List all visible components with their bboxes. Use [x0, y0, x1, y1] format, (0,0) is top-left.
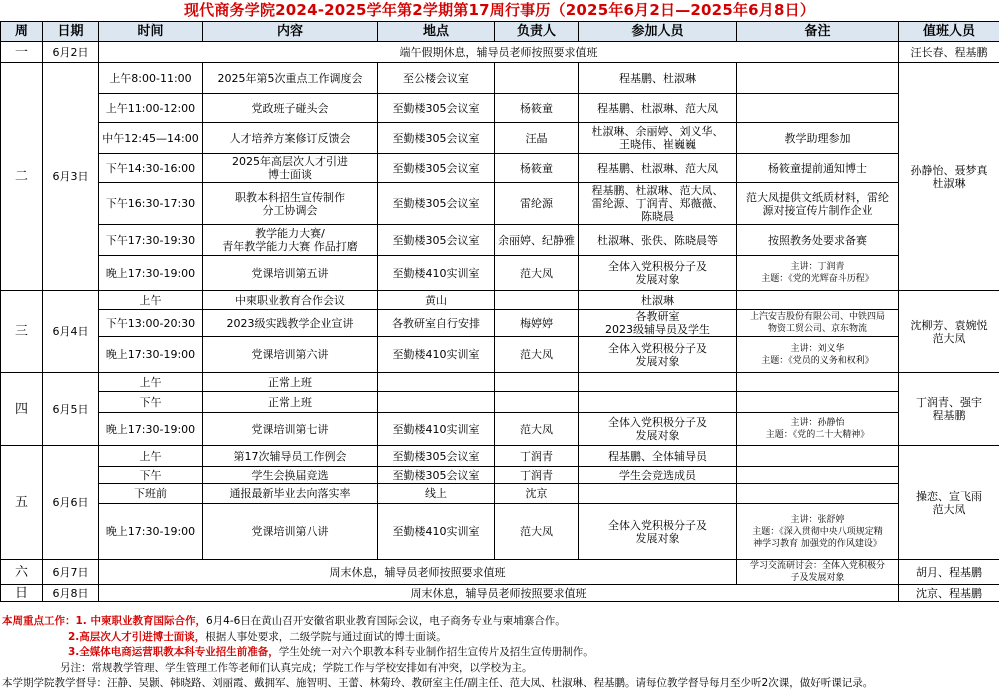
attendees-cell: 程基鹏、杜淑琳、范大凤 — [579, 94, 737, 123]
table-row — [1, 446, 999, 467]
note-cell — [737, 467, 899, 484]
attendees-cell: 程基鹏、杜淑琳、范大凤、 雷纶源、丁润青、郑薇薇、 陈晓晨 — [579, 183, 737, 225]
attendees-cell — [579, 373, 737, 392]
place-cell: 各教研室自行安排 — [378, 310, 495, 337]
note-cell: 范大凤提供文纸质材料，雷纶 源对接宣传片制作企业 — [737, 183, 899, 225]
note-cell: 教学助理参加 — [737, 123, 899, 154]
time-cell: 晚上17:30-19:00 — [99, 504, 203, 560]
table-row — [1, 42, 999, 63]
date-cell: 6月4日 — [43, 291, 99, 373]
owner-cell: 范大凤 — [495, 337, 579, 373]
time-cell: 上午8:00-11:00 — [99, 63, 203, 94]
key-work-line-3 — [2, 645, 997, 661]
key-work-lead-1: 1. 中柬职业教育国际合作， — [76, 615, 206, 627]
note-cell — [737, 63, 899, 94]
note-cell — [737, 291, 899, 310]
merged-note-cell: 周末休息，辅导员老师按照要求值班 — [99, 560, 737, 585]
owner-cell: 范大凤 — [495, 256, 579, 291]
header-time: 时间 — [99, 22, 203, 42]
table-row — [1, 94, 999, 123]
attendees-cell: 全体入党积极分子及 发展对象 — [579, 337, 737, 373]
note-cell: 按照教务处要求备赛 — [737, 225, 899, 256]
key-work-text-3: 学生处统一对六个职教本科专业制作招生宣传片及招生宣传册制作。 — [279, 646, 594, 658]
note-cell: 学习交流研讨会：全体入党积极分 子及发展对象 — [737, 560, 899, 585]
place-cell: 至勤楼305会议室 — [378, 94, 495, 123]
weekday-cell: 六 — [1, 560, 43, 585]
duty-cell: 汪长春、程基鹏 — [899, 42, 999, 63]
place-cell: 黄山 — [378, 291, 495, 310]
note-cell — [737, 373, 899, 392]
content-cell: 党课培训第六讲 — [203, 337, 378, 373]
content-cell: 2025年高层次人才引进 博士面谈 — [203, 154, 378, 183]
attendees-cell — [579, 484, 737, 504]
note-cell — [737, 446, 899, 467]
merged-note-cell: 端午假期休息，辅导员老师按照要求值班 — [99, 42, 899, 63]
owner-cell — [495, 392, 579, 413]
schedule-body — [1, 42, 999, 602]
owner-cell: 梅婷婷 — [495, 310, 579, 337]
time-cell: 上午 — [99, 446, 203, 467]
time-cell: 晚上17:30-19:00 — [99, 413, 203, 446]
place-cell: 至勤楼410实训室 — [378, 337, 495, 373]
header-duty: 值班人员 — [899, 22, 999, 42]
content-cell: 党课培训第八讲 — [203, 504, 378, 560]
note-cell: 主讲：孙静怡 主题：《党的二十大精神》 — [737, 413, 899, 446]
table-row — [1, 183, 999, 225]
page-title: 现代商务学院2024-2025学年第2学期第17周行事历（2025年6月2日—2025年6月8日） — [0, 0, 999, 20]
other-note: 另注：常规教学管理、学生管理工作等老师们认真完成；学院工作与学校安排如有冲突，以学校为主。 — [2, 661, 997, 677]
note-cell: 上汽安吉股份有限公司、中铁四局 物资工贸公司、京东物流 — [737, 310, 899, 337]
content-cell: 学生会换届竞选 — [203, 467, 378, 484]
owner-cell: 汪晶 — [495, 123, 579, 154]
notes-section — [2, 614, 997, 692]
time-cell: 下午 — [99, 392, 203, 413]
duty-cell: 胡月、程基鹏 — [899, 560, 999, 585]
date-cell: 6月7日 — [43, 560, 99, 585]
header-week: 周 — [1, 22, 43, 42]
header-attendees: 参加人员 — [579, 22, 737, 42]
supervisors-note: 本学期学院教学督导：汪静、吴颢、韩晓路、刘丽霞、戴拥军、施智明、王蕾、林菊玲、教研室主任/副主任、范大凤、杜淑琳、程基鹏。请每位教学督导每月至少听2次课，做好听课记录。 — [2, 676, 997, 692]
place-cell: 至勤楼305会议室 — [378, 183, 495, 225]
note-cell: 主讲：张舒婷 主题：《深入贯彻中央八项规定精 神学习教育 加强党的作风建设》 — [737, 504, 899, 560]
header-note: 备注 — [737, 22, 899, 42]
header-place: 地点 — [378, 22, 495, 42]
header-owner: 负责人 — [495, 22, 579, 42]
table-row — [1, 467, 999, 484]
attendees-cell: 程基鹏、杜淑琳、范大凤 — [579, 154, 737, 183]
header-content: 内容 — [203, 22, 378, 42]
duty-cell: 沈柳芳、袁婉悦 范大凤 — [899, 291, 999, 373]
key-work-text-1: 6月4-6日在黄山召开安徽省职业教育国际会议，电子商务专业与柬埔寨合作。 — [206, 615, 566, 627]
note-cell: 主讲：刘义华 主题：《党员的义务和权利》 — [737, 337, 899, 373]
duty-cell: 操恋、宣飞雨 范大凤 — [899, 446, 999, 560]
key-work-lead-3: 3.全媒体电商运营职教本科专业招生前准备， — [68, 646, 279, 658]
duty-cell: 沈京、程基鹏 — [899, 585, 999, 602]
owner-cell: 沈京 — [495, 484, 579, 504]
place-cell: 至勤楼305会议室 — [378, 446, 495, 467]
owner-cell: 杨筱童 — [495, 154, 579, 183]
place-cell: 至勤楼410实训室 — [378, 504, 495, 560]
weekday-cell: 五 — [1, 446, 43, 560]
table-row — [1, 560, 999, 585]
content-cell: 通报最新毕业去向落实率 — [203, 484, 378, 504]
attendees-cell — [579, 392, 737, 413]
content-cell: 党政班子碰头会 — [203, 94, 378, 123]
place-cell: 至勤楼305会议室 — [378, 467, 495, 484]
place-cell: 至勤楼305会议室 — [378, 225, 495, 256]
note-cell — [737, 94, 899, 123]
table-row — [1, 225, 999, 256]
attendees-cell: 全体入党积极分子及 发展对象 — [579, 256, 737, 291]
table-row — [1, 310, 999, 337]
date-cell: 6月8日 — [43, 585, 99, 602]
time-cell: 中午12:45—14:00 — [99, 123, 203, 154]
duty-cell: 丁润青、强宇 程基鹏 — [899, 373, 999, 446]
note-cell — [737, 392, 899, 413]
time-cell: 上午 — [99, 291, 203, 310]
date-cell: 6月3日 — [43, 63, 99, 291]
attendees-cell: 程基鹏、杜淑琳 — [579, 63, 737, 94]
attendees-cell: 杜淑琳、余丽婷、刘义华、 王晓伟、崔巍巍 — [579, 123, 737, 154]
time-cell: 下午16:30-17:30 — [99, 183, 203, 225]
content-cell: 人才培养方案修订反馈会 — [203, 123, 378, 154]
place-cell: 线上 — [378, 484, 495, 504]
owner-cell — [495, 291, 579, 310]
date-cell: 6月5日 — [43, 373, 99, 446]
duty-cell: 孙静怡、聂梦真 杜淑琳 — [899, 63, 999, 291]
owner-cell: 范大凤 — [495, 504, 579, 560]
attendees-cell: 杜淑琳 — [579, 291, 737, 310]
owner-cell: 杨筱童 — [495, 94, 579, 123]
attendees-cell: 学生会竞选成员 — [579, 467, 737, 484]
owner-cell: 范大凤 — [495, 413, 579, 446]
header-date: 日期 — [43, 22, 99, 42]
table-row — [1, 392, 999, 413]
content-cell: 教学能力大赛/ 青年教学能力大赛 作品打磨 — [203, 225, 378, 256]
owner-cell: 余丽婷、纪静雅 — [495, 225, 579, 256]
key-work-label: 本周重点工作： — [2, 615, 76, 627]
table-row — [1, 63, 999, 94]
place-cell: 至公楼会议室 — [378, 63, 495, 94]
content-cell: 2023级实践教学企业宣讲 — [203, 310, 378, 337]
attendees-cell: 全体入党积极分子及 发展对象 — [579, 504, 737, 560]
attendees-cell: 杜淑琳、张佚、陈晓晨等 — [579, 225, 737, 256]
key-work-line-1 — [2, 614, 997, 630]
note-cell: 杨筱童提前通知博士 — [737, 154, 899, 183]
merged-note-cell: 周末休息，辅导员老师按照要求值班 — [99, 585, 899, 602]
place-cell: 至勤楼410实训室 — [378, 256, 495, 291]
place-cell: 至勤楼305会议室 — [378, 123, 495, 154]
schedule-table — [0, 21, 999, 602]
owner-cell: 丁润青 — [495, 446, 579, 467]
time-cell: 晚上17:30-19:00 — [99, 337, 203, 373]
header-row — [1, 22, 999, 42]
key-work-text-2: 根据人事处要求，二级学院与通过面试的博士面谈。 — [205, 631, 447, 643]
table-row — [1, 413, 999, 446]
content-cell: 党课培训第五讲 — [203, 256, 378, 291]
date-cell: 6月2日 — [43, 42, 99, 63]
table-row — [1, 373, 999, 392]
table-row — [1, 123, 999, 154]
content-cell: 正常上班 — [203, 373, 378, 392]
place-cell: 至勤楼305会议室 — [378, 154, 495, 183]
content-cell: 党课培训第七讲 — [203, 413, 378, 446]
table-row — [1, 154, 999, 183]
owner-cell: 丁润青 — [495, 467, 579, 484]
attendees-cell: 全体入党积极分子及 发展对象 — [579, 413, 737, 446]
time-cell: 下午13:00-20:30 — [99, 310, 203, 337]
place-cell: 至勤楼410实训室 — [378, 413, 495, 446]
time-cell: 下午17:30-19:30 — [99, 225, 203, 256]
table-row — [1, 291, 999, 310]
attendees-cell: 程基鹏、全体辅导员 — [579, 446, 737, 467]
time-cell: 晚上17:30-19:00 — [99, 256, 203, 291]
weekday-cell: 日 — [1, 585, 43, 602]
note-cell: 主讲：丁润青 主题：《党的光辉奋斗历程》 — [737, 256, 899, 291]
table-row — [1, 585, 999, 602]
table-row — [1, 256, 999, 291]
time-cell: 下午14:30-16:00 — [99, 154, 203, 183]
content-cell: 中柬职业教育合作会议 — [203, 291, 378, 310]
content-cell: 职教本科招生宣传制作 分工协调会 — [203, 183, 378, 225]
weekday-cell: 三 — [1, 291, 43, 373]
time-cell: 下午 — [99, 467, 203, 484]
weekday-cell: 一 — [1, 42, 43, 63]
owner-cell — [495, 63, 579, 94]
place-cell — [378, 373, 495, 392]
attendees-cell: 各教研室 2023级辅导员及学生 — [579, 310, 737, 337]
table-row — [1, 504, 999, 560]
time-cell: 上午11:00-12:00 — [99, 94, 203, 123]
place-cell — [378, 392, 495, 413]
time-cell: 下班前 — [99, 484, 203, 504]
key-work-line-2 — [2, 630, 997, 646]
owner-cell — [495, 373, 579, 392]
key-work-lead-2: 2.高层次人才引进博士面谈， — [68, 631, 205, 643]
content-cell: 2025年第5次重点工作调度会 — [203, 63, 378, 94]
date-cell: 6月6日 — [43, 446, 99, 560]
owner-cell: 雷纶源 — [495, 183, 579, 225]
time-cell: 上午 — [99, 373, 203, 392]
table-row — [1, 484, 999, 504]
content-cell: 正常上班 — [203, 392, 378, 413]
weekday-cell: 二 — [1, 63, 43, 291]
content-cell: 第17次辅导员工作例会 — [203, 446, 378, 467]
weekday-cell: 四 — [1, 373, 43, 446]
note-cell — [737, 484, 899, 504]
table-row — [1, 337, 999, 373]
